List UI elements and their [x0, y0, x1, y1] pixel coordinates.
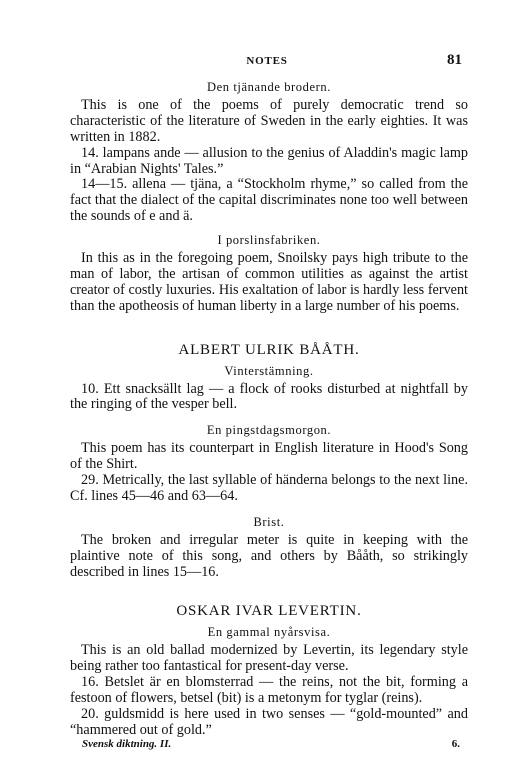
section-heading: En pingstdagsmorgon. — [206, 423, 332, 438]
running-header — [72, 52, 462, 72]
section-heading: I porslinsfabriken. — [217, 233, 321, 248]
note-paragraph: 29. Metrically, the last syllable of händerna belongs to the next line. Cf. lines 45—46 and 63—64. — [70, 472, 468, 504]
note-paragraph: In this as in the foregoing poem, Snoilsky pays high tribute to the man of labor, the artisan of common utilities as against the artist creator of costly luxuries. His exaltation of labor is hardly less fervent than the apotheosis of human liberty in a large number of his poems. — [70, 250, 468, 314]
running-title: NOTES — [246, 55, 288, 67]
note-paragraph: 20. guldsmidd is here used in two senses — “gold-mounted” and “hammered out of gold.” — [70, 705, 468, 738]
section-heading: Den tjänande brodern. — [206, 80, 331, 94]
page-footer — [82, 738, 462, 750]
note-paragraph: 14—15. allena — tjäna, a “Stockholm rhyme,” so called from the fact that the dialect of the capital discriminates none too well between the sounds of e and ä. — [70, 176, 468, 225]
section-heading: En gammal nyårsvisa. — [207, 625, 331, 640]
sheet-number: 6. — [451, 738, 460, 750]
page-number: 81 — [447, 52, 462, 68]
section-heading: Vinterstämning. — [224, 363, 314, 378]
note-paragraph: 14. lampans ande — allusion to the genius of Aladdin's magic lamp in “Arabian Nights' Tales.” — [70, 144, 468, 177]
signature-mark: Svensk diktning. II. — [82, 738, 172, 750]
author-heading: OSKAR IVAR LEVERTIN. — [176, 603, 362, 620]
note-paragraph: 10. Ett snacksällt lag — a flock of rooks disturbed at nightfall by the ringing of the vesper bell. — [70, 380, 468, 413]
note-paragraph: This is an old ballad modernized by Levertin, its legendary style being rather too fantastical for present-day verse. — [70, 642, 468, 675]
note-paragraph: This is one of the poems of purely democratic trend so characteristic of the literature of Sweden in the early eighties. It was written in 1882. — [70, 96, 468, 145]
note-paragraph: 16. Betslet är en blomsterrad — the reins, not the bit, forming a festoon of flowers, betsel (bit) is a metonym for tyglar (reins). — [70, 674, 468, 706]
note-paragraph: The broken and irregular meter is quite in keeping with the plaintive note of this song, and others by Bååth, so strikingly described in lines 15—16. — [70, 531, 468, 580]
section-heading: Brist. — [253, 514, 285, 529]
notes-body — [70, 78, 468, 739]
note-paragraph: This poem has its counterpart in English literature in Hood's Song of the Shirt. — [70, 440, 468, 473]
author-heading: ALBERT ULRIK BÅÅTH. — [178, 341, 360, 358]
